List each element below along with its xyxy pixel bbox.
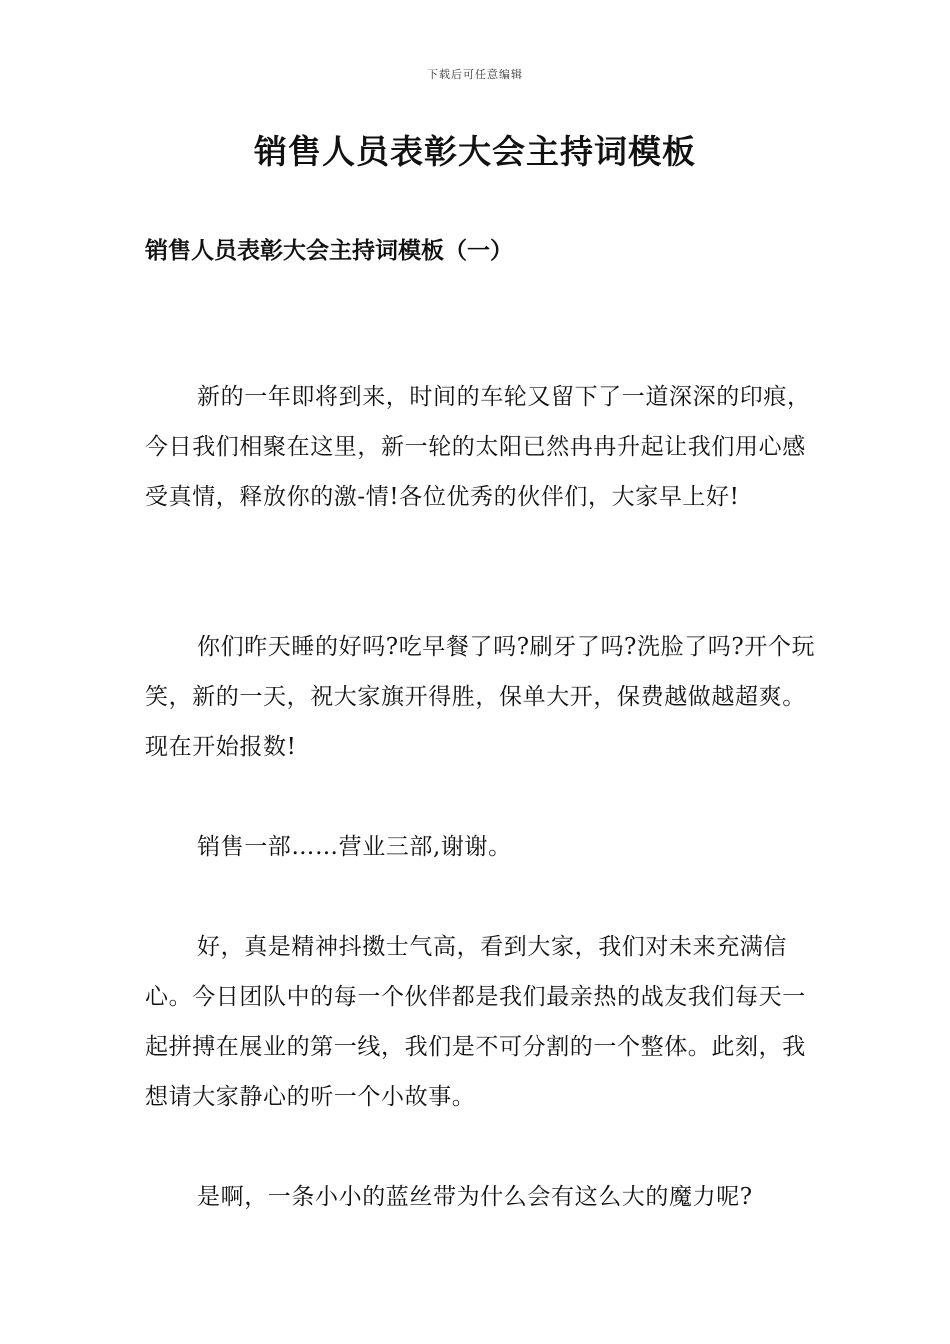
page-header-note: 下载后可任意编辑	[427, 68, 523, 81]
paragraph-roll-call-intro: 你们昨天睡的好吗?吃早餐了吗?刷牙了吗?洗脸了吗?开个玩笑，新的一天，祝大家旗开得胜，保单大开，保费越做越超爽。现在开始报数!	[145, 634, 816, 760]
document-title: 销售人员表彰大会主持词模板	[254, 132, 696, 171]
paragraph-blue-ribbon: 是啊，一条小小的蓝丝带为什么会有这么大的魔力呢?	[197, 1184, 753, 1210]
paragraph-roll-call: 销售一部……营业三部,谢谢。	[197, 834, 512, 860]
paragraph-team-spirit: 好，真是精神抖擞士气高，看到大家，我们对未来充满信心。今日团队中的每一个伙伴都是我们最亲热的战友我们每天一起拼搏在展业的第一线，我们是不可分割的一个整体。此刻，我想请大家静心的听一个小故事。	[145, 934, 806, 1110]
paragraph-greeting: 新的一年即将到来，时间的车轮又留下了一道深深的印痕，今日我们相聚在这里，新一轮的太阳已然冉冉升起让我们用心感受真情，释放你的激-情!各位优秀的伙伴们，大家早上好!	[145, 384, 811, 510]
section-heading: 销售人员表彰大会主持词模板（一）	[145, 237, 513, 264]
